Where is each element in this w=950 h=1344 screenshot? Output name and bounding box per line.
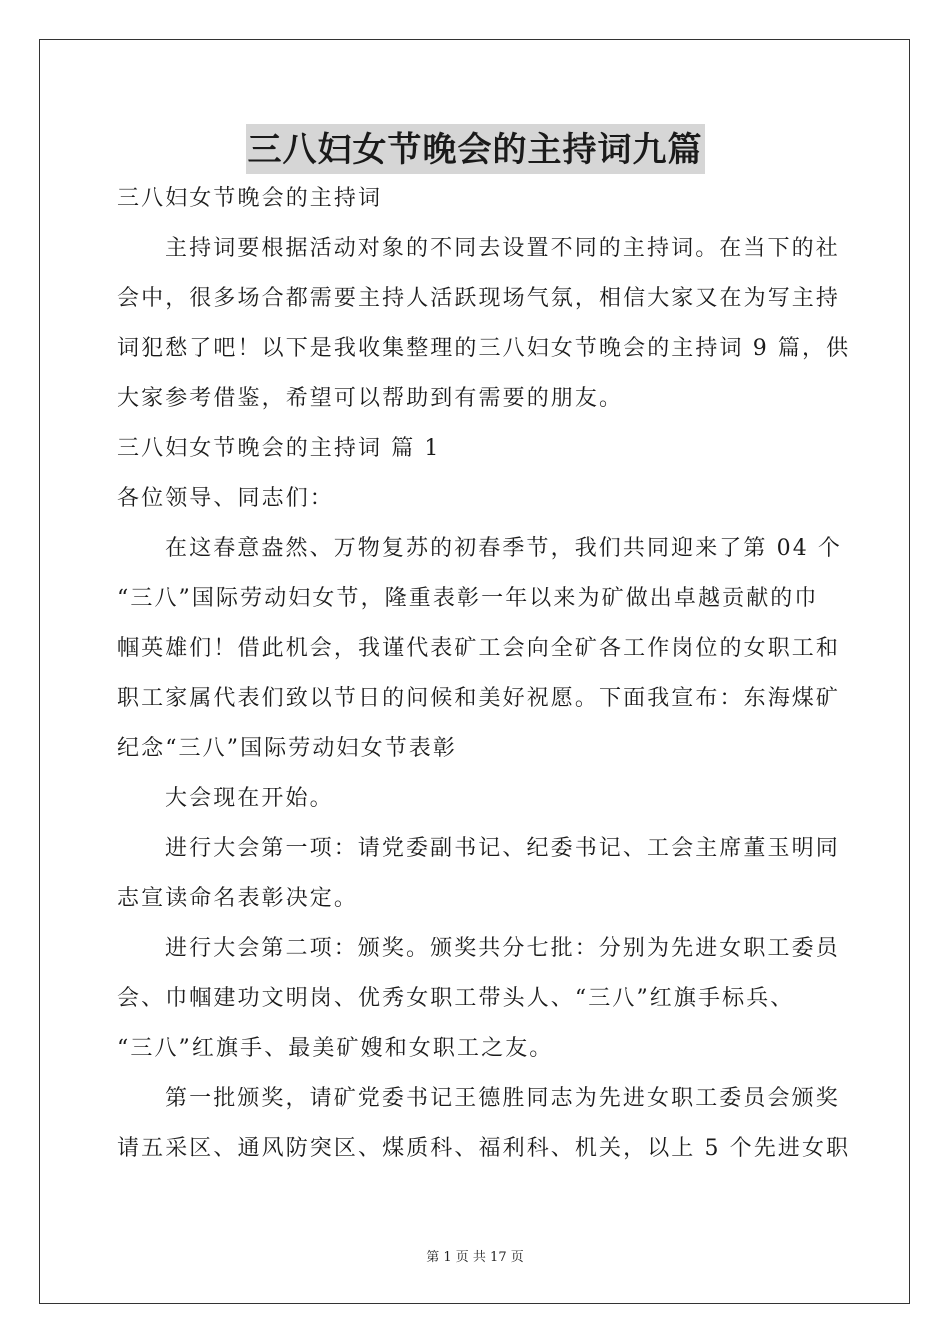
title-wrap	[0, 124, 950, 174]
body-line: 在这春意盎然、万物复苏的初春季节，我们共同迎来了第 04 个	[165, 536, 842, 561]
body-line: 词犯愁了吧！以下是我收集整理的三八妇女节晚会的主持词 9 篇，供	[117, 336, 851, 361]
body-line: 帼英雄们！借此机会，我谨代表矿工会向全矿各工作岗位的女职工和	[117, 636, 841, 661]
body-line: 大会现在开始。	[165, 786, 334, 811]
body-line: 请五采区、通风防突区、煤质科、福利科、机关，以上 5 个先进女职	[117, 1136, 851, 1161]
body-line: 第一批颁奖，请矿党委书记王德胜同志为先进女职工委员会颁奖	[165, 1086, 840, 1111]
body-line: 纪念“三八”国际劳动妇女节表彰	[117, 736, 457, 761]
body-line: 会、巾帼建功文明岗、优秀女职工带头人、“三八”红旗手标兵、	[117, 986, 795, 1011]
body-line: “三八”红旗手、最美矿嫂和女职工之友。	[117, 1036, 554, 1061]
body-line: 进行大会第一项：请党委副书记、纪委书记、工会主席董玉明同	[165, 836, 840, 861]
body-line: 主持词要根据活动对象的不同去设置不同的主持词。在当下的社	[165, 236, 840, 261]
body-line: 会中，很多场合都需要主持人活跃现场气氛，相信大家又在为写主持	[117, 286, 841, 311]
document-title: 三八妇女节晚会的主持词九篇	[246, 124, 705, 174]
body-line: 志宣读命名表彰决定。	[117, 886, 359, 911]
body-line: 三八妇女节晚会的主持词	[117, 186, 383, 211]
body-line: 各位领导、同志们：	[117, 486, 334, 511]
body-line: 大家参考借鉴，希望可以帮助到有需要的朋友。	[117, 386, 624, 411]
body-line: 进行大会第二项：颁奖。颁奖共分七批：分别为先进女职工委员	[165, 936, 840, 961]
document-body	[117, 174, 851, 1174]
body-line: “三八”国际劳动妇女节，隆重表彰一年以来为矿做出卓越贡献的巾	[117, 586, 819, 611]
body-line: 三八妇女节晚会的主持词 篇 1	[117, 436, 441, 461]
body-line: 职工家属代表们致以节日的问候和美好祝愿。下面我宣布：东海煤矿	[117, 686, 841, 711]
page-footer: 第 1 页 共 17 页	[426, 1250, 524, 1265]
